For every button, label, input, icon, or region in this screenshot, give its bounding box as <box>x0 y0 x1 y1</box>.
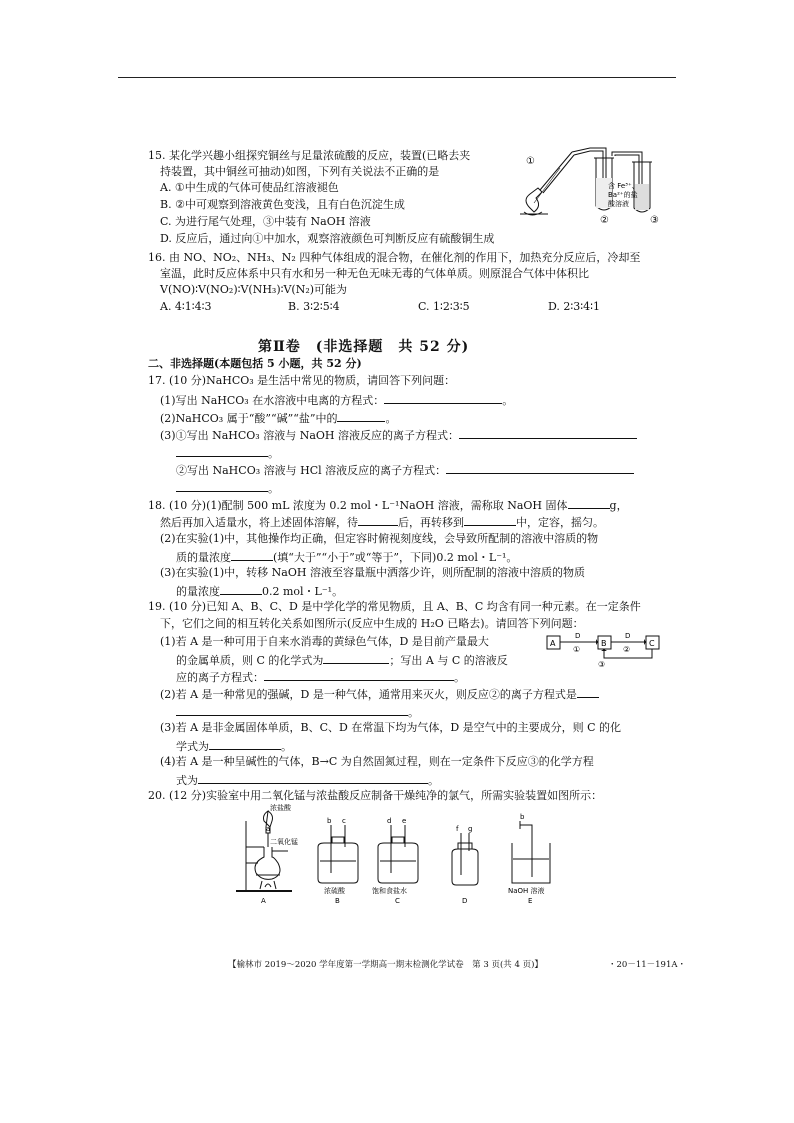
q15-apparatus-figure <box>512 138 672 224</box>
label-e-1: e <box>402 817 407 825</box>
q18-line-2: 然后再加入适量水，将上述固体溶解，待 后，再转移到 中，定容，摇匀。 <box>160 516 604 529</box>
q15-option-b: B. ②中可观察到溶液黄色变浅，且有白色沉淀生成 <box>160 198 405 211</box>
q16-option-d: D. 2∶3∶4∶1 <box>548 300 601 313</box>
node-c: C <box>649 639 655 648</box>
label-conc-hcl: 浓盐酸 <box>270 804 291 812</box>
label-g: g <box>468 825 473 833</box>
q19-part-1-line-3: 应的离子方程式： 。 <box>176 671 465 684</box>
q15-fig-label-3: ③ <box>650 215 659 224</box>
q15-fig-label-1: ① <box>526 156 535 167</box>
q15-option-c: C. 为进行尾气处理，③中装有 NaOH 溶液 <box>160 215 371 228</box>
q20-apparatus-figure <box>228 803 558 905</box>
reaction-2-label: ② <box>623 645 631 654</box>
q17-part-3b: ②写出 NaHCO₃ 溶液与 HCl 溶液反应的离子方程式： <box>176 462 634 478</box>
label-mno2: 二氧化锰 <box>270 838 298 846</box>
q19-part-3-line-1: (3)若 A 是非金属固体单质，B、C、D 在常温下均为气体，D 是空气中的主要成分，则 C 的化 <box>160 721 622 734</box>
q17-part-1: (1)写出 NaHCO₃ 在水溶液中电离的方程式： 。 <box>160 394 514 407</box>
reagent-d-2: D <box>625 632 631 640</box>
footer-left: 【榆林市 2019～2020 学年度第一学期高一期末检测化学试卷 第 3 页(共 4 页)】 <box>228 960 543 970</box>
label-conc-h2so4: 浓硫酸 <box>324 887 345 895</box>
apparatus-label-c: C <box>395 897 400 905</box>
q19-line-2: 下，它们之间的相互转化关系如图所示(反应中生成的 H₂O 已略去)。请回答下列问题： <box>160 617 584 630</box>
q20-line-1: 20. (12 分)实验室中用二氧化锰与浓盐酸反应制备干燥纯净的氯气，所需实验装置如图所示： <box>148 789 603 802</box>
part-2-heading: 第Ⅱ卷 (非选择题 共 52 分) <box>258 339 470 355</box>
label-sat-nacl: 饱和食盐水 <box>372 887 407 895</box>
q17-part-3a-continued: 。 <box>176 445 279 461</box>
q19-part-1-line-2: 的金属单质，则 C 的化学式为 ；写出 A 与 C 的溶液反 <box>176 654 508 667</box>
absorption-beaker-e-icon <box>512 821 550 883</box>
q18-line-4: 质的量浓度 (填“大于”“小于”或“等于”，下同)0.2 mol・L⁻¹。 <box>176 551 518 564</box>
q18-line-6: 的量浓度 0.2 mol・L⁻¹。 <box>176 585 344 598</box>
node-a: A <box>550 639 556 648</box>
q15-fig-solution-3: 酸溶液 <box>608 200 629 208</box>
q15-option-a: A. ①中生成的气体可使品红溶液褪色 <box>160 181 339 194</box>
q15-option-d: D. 反应后，通过向①中加水，观察溶液颜色可判断反应有硫酸铜生成 <box>160 232 495 245</box>
q19-part-2-line-1: (2)若 A 是一种常见的强碱，D 是一种气体，通常用来灭火，则反应②的离子方程式是 <box>160 686 599 702</box>
gas-washing-bottle-b-icon <box>318 825 358 883</box>
apparatus-label-a: A <box>261 897 266 905</box>
q19-part-4-line-2: 式为 。 <box>176 774 439 787</box>
q16-line-2: 室温，此时反应体系中只有水和另一种无色无味无毒的气体单质。则原混合气体中体积比 <box>160 267 589 280</box>
q16-line-3: V(NO)∶V(NO₂)∶V(NH₃)∶V(N₂)可能为 <box>160 283 348 296</box>
node-b: B <box>601 639 607 648</box>
q17-part-3a: (3)①写出 NaHCO₃ 溶液与 NaOH 溶液反应的离子方程式： <box>160 427 637 443</box>
q19-conversion-diagram <box>546 628 664 668</box>
q16-option-c: C. 1∶2∶3∶5 <box>418 300 470 313</box>
reaction-1-label: ① <box>573 645 581 654</box>
q16-option-a: A. 4∶1∶4∶3 <box>160 300 212 313</box>
q18-line-3: (2)在实验(1)中，其他操作均正确，但定容时俯视刻度线，会导致所配制的溶液中溶质的物 <box>160 532 599 545</box>
q15-fig-solution-2: Ba²⁺的盐 <box>608 191 638 199</box>
q17-part-2: (2)NaHCO₃ 属于“酸”“碱”“盐”中的 。 <box>160 412 397 425</box>
q15-fig-solution-1: 含 Fe³⁺、 <box>608 182 639 190</box>
q17-part-3b-continued: 。 <box>176 480 279 496</box>
label-c-1: c <box>342 817 346 825</box>
q16-option-b: B. 3∶2∶5∶4 <box>288 300 340 313</box>
chlorine-generator-icon <box>236 811 292 891</box>
reagent-d-1: D <box>575 632 581 640</box>
q16-line-1: 16. 由 NO、NO₂、NH₃、N₂ 四种气体组成的混合物，在催化剂的作用下，加热充分反应后，冷却至 <box>148 251 641 264</box>
q15-line-1: 15. 某化学兴趣小组探究铜丝与足量浓硫酸的反应，装置(已略去夹 <box>148 149 471 162</box>
section-2-heading: 二、非选择题(本题包括 5 小题，共 52 分) <box>148 357 362 370</box>
q19-part-3-line-2: 学式为 。 <box>176 740 292 753</box>
label-b-2: b <box>520 813 525 821</box>
collecting-bottle-d-icon <box>452 833 478 885</box>
q18-line-5: (3)在实验(1)中，转移 NaOH 溶液至容量瓶中洒落少许，则所配制的溶液中溶质的物质 <box>160 566 585 579</box>
label-a: a <box>266 825 271 833</box>
footer-right: ・20－11－191A・ <box>608 960 686 970</box>
label-f: f <box>456 825 459 833</box>
reaction-3-label: ③ <box>598 660 606 668</box>
q19-line-1: 19. (10 分)已知 A、B、C、D 是中学化学的常见物质，且 A、B、C 均含有同一种元素。在一定条件 <box>148 600 641 613</box>
q19-part-2-line-2: 。 <box>176 704 419 720</box>
label-naoh: NaOH 溶液 <box>508 887 545 895</box>
q15-fig-label-2: ② <box>600 215 609 224</box>
q17-line-1: 17. (10 分)NaHCO₃ 是生活中常见的物质，请回答下列问题： <box>148 374 456 387</box>
q19-part-1-line-1: (1)若 A 是一种可用于自来水消毒的黄绿色气体，D 是目前产量最大 <box>160 635 489 648</box>
q15-line-2: 持装置，其中铜丝可抽动)如图，下列有关说法不正确的是 <box>160 165 440 178</box>
gas-washing-bottle-c-icon <box>378 825 418 883</box>
apparatus-label-d: D <box>462 897 468 905</box>
label-b-1: b <box>327 817 332 825</box>
q18-line-1: 18. (10 分)(1)配制 500 mL 浓度为 0.2 mol・L⁻¹NaOH 溶液，需称取 NaOH 固体 g， <box>148 499 628 512</box>
apparatus-label-b: B <box>335 897 340 905</box>
apparatus-label-e: E <box>528 897 533 905</box>
header-rule <box>118 77 676 78</box>
label-d-1: d <box>387 817 392 825</box>
q19-part-4-line-1: (4)若 A 是一种呈碱性的气体，B→C 为自然固氮过程，则在一定条件下反应③的化学方程 <box>160 755 594 768</box>
